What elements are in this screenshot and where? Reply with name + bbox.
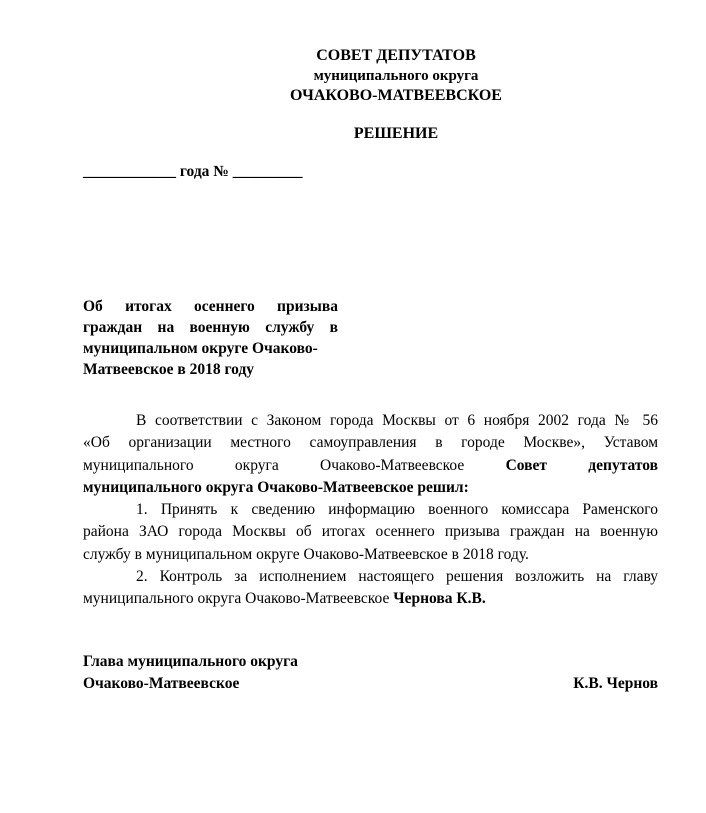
body-text-bold: Чернова К.В. <box>393 590 486 608</box>
body-text-regular: муниципального округа Очаково-Матвеевское <box>83 456 506 474</box>
signatory-title-line2: Очаково-Матвеевское <box>83 675 240 692</box>
body-text-regular: муниципального округа Очаково-Матвеевское <box>83 590 394 608</box>
date-number-line: ____________ года № _________ <box>83 163 303 180</box>
body-line: В соответствии с Законом города Москвы от 6 ноября 2002 года № 56 <box>136 412 658 429</box>
signatory-title-line1: Глава муниципального округа <box>83 653 298 670</box>
district-type: муниципального округа <box>313 68 479 84</box>
subject-line: граждан на военную службу в <box>83 319 338 336</box>
body-line: «Об организации местного самоуправления в городе Москве», Уставом <box>83 434 658 452</box>
item-1-line: 1. Принять к сведению информацию военного комиссара Раменского <box>136 501 658 519</box>
subject-line: Об итогах осеннего призыва <box>83 298 338 315</box>
district-name: ОЧАКОВО-МАТВЕЕВСКОЕ <box>290 87 502 104</box>
subject-line: муниципальном округе Очаково- <box>83 340 318 357</box>
council-name: СОВЕТ ДЕПУТАТОВ <box>316 47 476 64</box>
signatory-name: К.В. Чернов <box>573 675 658 692</box>
body-text-bold: Совет депутатов <box>505 456 658 474</box>
signature-row <box>83 673 658 695</box>
decision-body <box>83 410 658 611</box>
decision-subject <box>83 296 338 380</box>
signature-block <box>83 651 658 695</box>
item-1-line: службу в муниципальном округе Очаково-Матвеевское в 2018 году. <box>83 545 529 563</box>
body-line <box>83 455 658 477</box>
item-1-line: района ЗАО города Москвы об итогах осеннего призыва граждан на военную <box>83 523 658 541</box>
decision-title: РЕШЕНИЕ <box>353 125 439 142</box>
item-2-line: 2. Контроль за исполнением настоящего решения возложить на главу <box>136 568 658 586</box>
body-line: муниципального округа Очаково-Матвеевское решил: <box>83 478 469 496</box>
document-header <box>0 46 706 106</box>
item-2-line <box>83 588 658 610</box>
subject-line: Матвеевское в 2018 году <box>83 361 255 378</box>
